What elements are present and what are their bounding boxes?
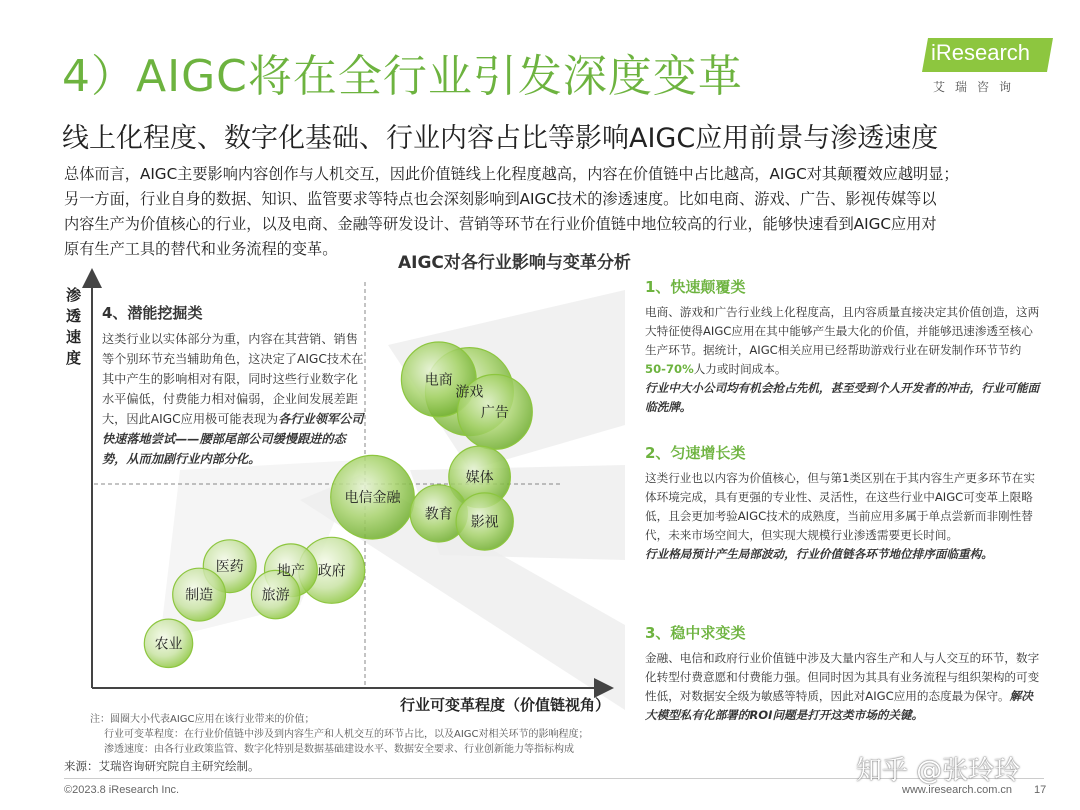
quadrant-4-text — [102, 329, 364, 469]
bubble-label-0: 电商 — [424, 372, 453, 389]
bubble-label-12: 农业 — [154, 636, 183, 653]
panel-rapid-disruption — [645, 276, 1040, 417]
bubble-label-3: 媒体 — [465, 469, 494, 486]
note-line: 注：圆圈大小代表AIGC应用在该行业带来的价值； — [90, 714, 315, 725]
bubble-label-6: 影视 — [470, 514, 499, 531]
page-title: 4）AIGC将在全行业引发深度变革 — [62, 51, 743, 102]
note-line: 渗透速度：由各行业政策监管、数字化特别是数据基础建设水平、数据安全要求、行业创新能力等指标构成 — [104, 744, 574, 755]
panel-emphasis: 行业中大小公司均有机会抢占先机，甚至受到个人开发者的冲击，行业可能面临洗牌。 — [645, 381, 1040, 414]
panel-heading: 1、快速颠覆类 — [645, 278, 746, 296]
website-link[interactable]: www.iresearch.com.cn — [902, 784, 1013, 796]
quadrant-4-heading: 4、潜能挖掘类 — [102, 304, 203, 322]
bubble-label-8: 地产 — [276, 563, 305, 580]
intro-line: 原有生产工具的替代和业务流程的变革。 — [64, 240, 338, 258]
panel-body: 这类行业也以内容为价值核心，但与第1类区别在于其内容生产更多环节在实体环境完成，具有更强的专业性、灵活性，在这些行业中AIGC可变革上限略低，且会更加考验AIGC技术的成熟度，当前应用多属于单点尝新而非刚性替代，未来市场空间大，但实现大规模行业渗透需要更长时间。 — [645, 471, 1035, 542]
chart-notes — [90, 712, 589, 757]
panel-body: 金融、电信和政府行业价值链中涉及大量内容生产和人与人交互的环节，数字化转型付费意愿和付费能力强。但同时因为其具有业务流程与组织架构的可变性低，对数据安全级为敏感等特质，因此对AIGC应用的态度最为保守。 — [645, 651, 1040, 703]
logo-subtext: 艾瑞咨询 — [933, 80, 1022, 94]
panel-body: 电商、游戏和广告行业线上化程度高，且内容质量直接决定其价值创造，这两大特征使得AIGC应用在其中能够产生最大化的价值，并能够迅速渗透至核心生产环节。据统计，AIGC相关应用已经帮助游戏行业在研发制作环节节约 — [645, 305, 1040, 357]
panel-text — [645, 649, 1040, 725]
panel-heading: 3、稳中求变类 — [645, 624, 746, 642]
bubble-label-5: 教育 — [424, 506, 453, 523]
bubble-label-9: 医药 — [215, 559, 244, 576]
bubble-label-11: 制造 — [185, 587, 214, 604]
bubble-label-2: 广告 — [480, 404, 509, 421]
y-axis-label: 渗透速度 — [66, 286, 82, 367]
quadrant-4-body: 这类行业以实体部分为重，内容在其营销、销售等个别环节充当辅助角色，这决定了AIGC技术在其中产生的影响相对有限，同时这些行业数字化水平偏低，付费能力相对偏弱，企业间发展差距大，因此AIGC应用极可能表现为 — [102, 332, 364, 426]
panel-heading: 2、匀速增长类 — [645, 444, 746, 462]
bubble-label-7: 政府 — [317, 563, 346, 580]
panel-emphasis: 行业格局预计产生局部波动，行业价值链各环节地位排序面临重构。 — [645, 547, 993, 561]
chart-title: AIGC对各行业影响与变革分析 — [398, 253, 631, 273]
bubble-label-4: 电信金融 — [344, 490, 401, 507]
quadrant-4-description — [102, 302, 364, 469]
x-axis-label: 行业可变革程度（价值链视角） — [400, 696, 611, 714]
page-subtitle: 线上化程度、数字化基础、行业内容占比等影响AIGC应用前景与渗透速度 — [62, 123, 939, 154]
panel-body-end: 人力或时间成本。 — [693, 362, 787, 376]
quadrant-4-emphasis: 各行业领军公司快速落地尝试——腰部尾部公司缓慢跟进的态势，从而加剧行业内部分化。 — [102, 412, 364, 466]
copyright: ©2023.8 iResearch Inc. — [64, 784, 180, 796]
panel-text — [645, 303, 1040, 379]
source-note: 来源：艾瑞咨询研究院自主研究绘制。 — [64, 759, 260, 773]
note-line: 行业可变革程度：在行业价值链中涉及到内容生产和人机交互的环节占比，以及AIGC对相关环节的影响程度； — [104, 729, 589, 740]
panel-emphasis: 解决大模型私有化部署的ROI问题是打开这类市场的关键。 — [645, 689, 1033, 722]
intro-line: 总体而言，AIGC主要影响内容创作与人机交互，因此价值链线上化程度越高，内容在价值链中占比越高，AIGC对其颠覆效应越明显； — [64, 165, 959, 183]
intro-line: 内容生产为价值核心的行业，以及电商、金融等研发设计、营销等环节在行业价值链中地位较高的行业，能够快速看到AIGC应用对 — [64, 215, 937, 233]
watermark: 知乎 @张玲玲 — [856, 756, 1021, 786]
intro-line: 另一方面，行业自身的数据、知识、监管要求等特点也会深刻影响到AIGC技术的渗透速度。比如电商、游戏、广告、影视传媒等以 — [64, 190, 937, 208]
panel-highlight: 50-70% — [645, 362, 694, 376]
logo-text: iResearch — [931, 40, 1031, 65]
panel-steady-growth — [645, 442, 1040, 564]
panel-stable-change — [645, 622, 1040, 725]
page-number: 17 — [1034, 784, 1047, 796]
bubble-label-1: 游戏 — [455, 384, 484, 401]
bubble-label-10: 旅游 — [261, 587, 290, 604]
